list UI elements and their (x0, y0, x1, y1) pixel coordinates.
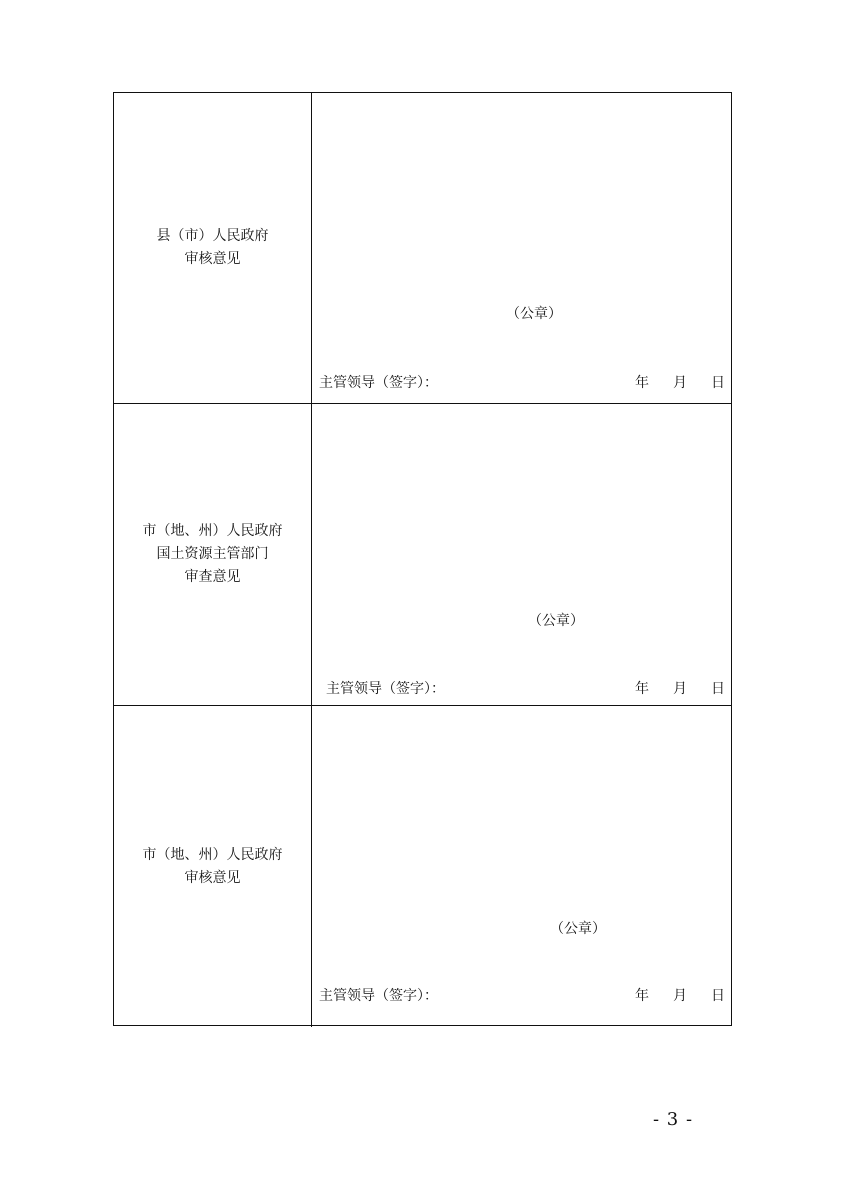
prefecture-land-resources-review-row (114, 403, 731, 705)
county-government-opinion-cell (312, 93, 731, 403)
label-line: 市（地、州）人民政府 (142, 846, 283, 863)
label-line: 审核意见 (184, 869, 241, 886)
official-seal-label: （公章） (550, 921, 606, 937)
label-line: 市（地、州）人民政府 (142, 523, 283, 539)
label-line: 国土资源主管部门 (156, 546, 269, 562)
prefecture-government-review-row (114, 705, 731, 1027)
county-government-label-cell (114, 93, 312, 403)
date-month-label: 月 (673, 375, 687, 391)
prefecture-government-opinion-cell (312, 706, 731, 1027)
date-day-label: 日 (711, 681, 725, 697)
signer-label: 主管领导（签字）： (326, 681, 445, 697)
date-day-label: 日 (711, 988, 725, 1004)
date-month-label: 月 (673, 681, 687, 697)
official-seal-label: （公章） (528, 613, 584, 629)
prefecture-land-resources-opinion-cell (312, 404, 731, 705)
date-year-label: 年 (635, 375, 649, 391)
prefecture-government-label-cell (114, 706, 312, 1027)
signer-label: 主管领导（签字）： (319, 375, 438, 391)
label-line: 审查意见 (184, 569, 241, 585)
date-year-label: 年 (635, 681, 649, 697)
official-seal-label: （公章） (506, 306, 562, 322)
date-month-label: 月 (673, 988, 687, 1004)
approval-form-table (113, 92, 732, 1026)
date-year-label: 年 (635, 988, 649, 1004)
prefecture-land-resources-label-cell (114, 404, 312, 705)
date-day-label: 日 (711, 375, 725, 391)
label-line: 县（市）人民政府 (156, 228, 269, 244)
page-number: - 3 - (653, 1109, 694, 1130)
label-line: 审核意见 (184, 251, 241, 267)
county-government-review-row (114, 93, 731, 403)
signer-label: 主管领导（签字）： (319, 988, 438, 1004)
